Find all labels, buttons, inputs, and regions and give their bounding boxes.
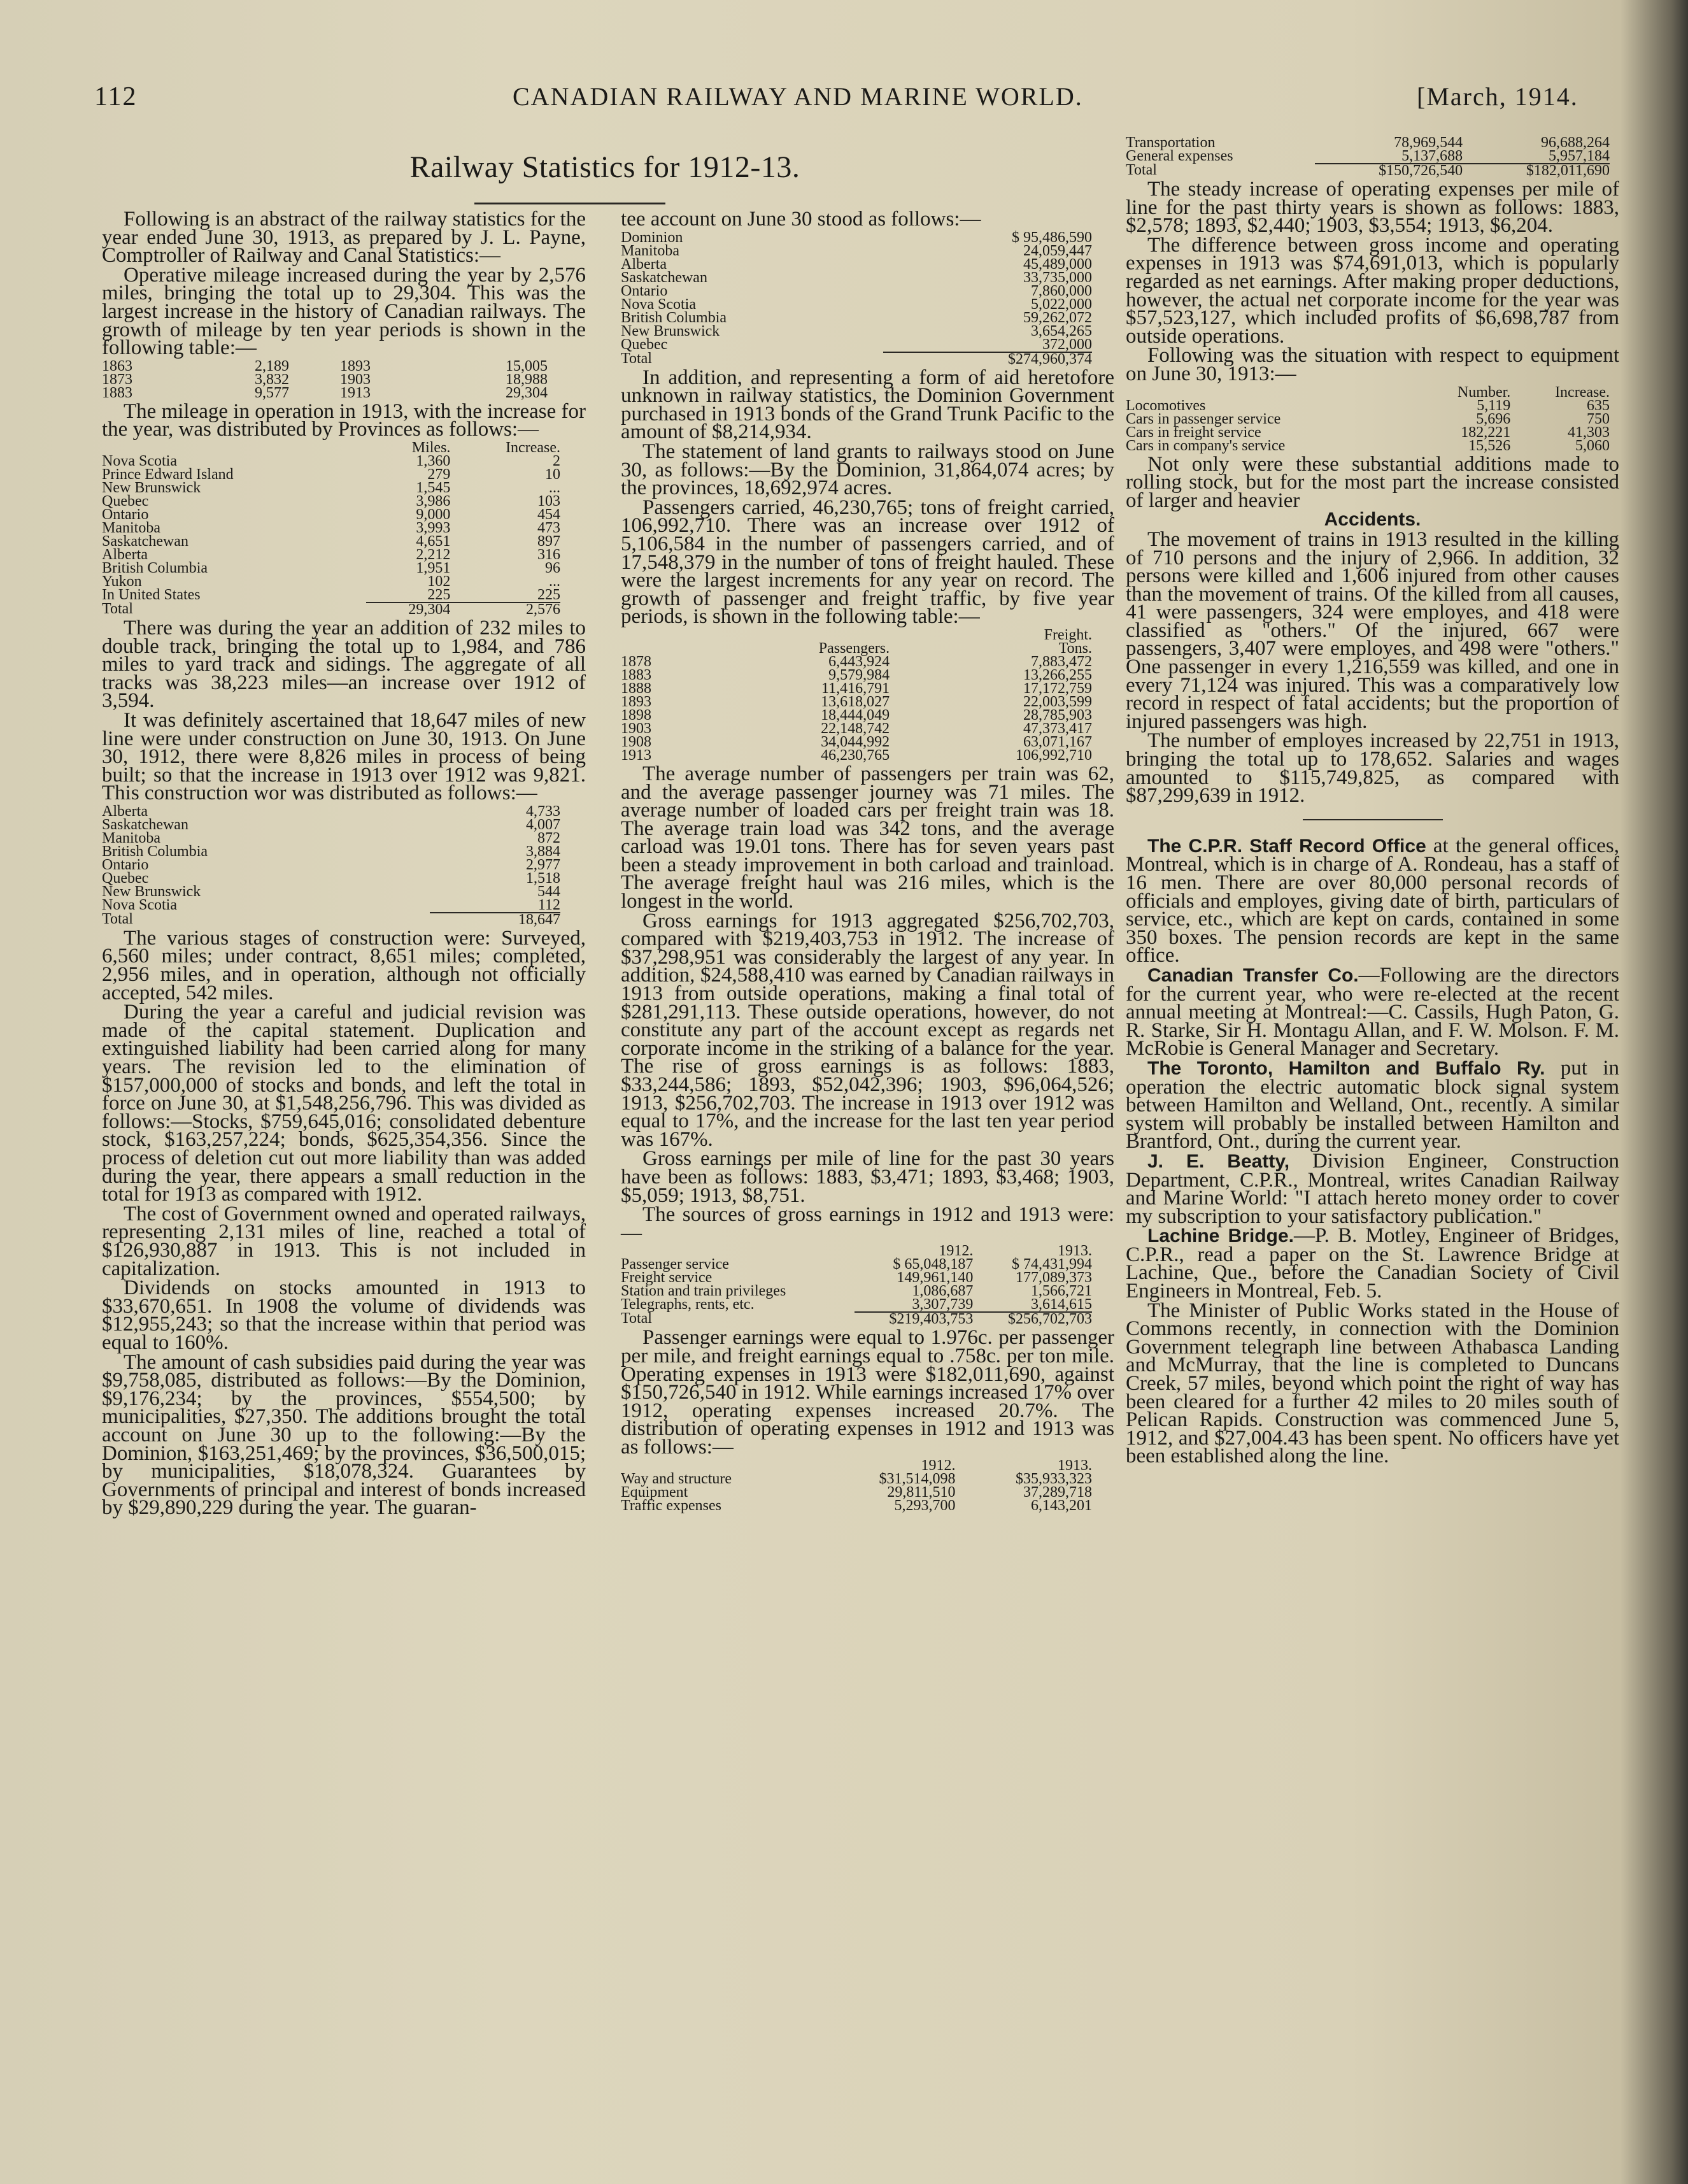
cell-value: 225 — [427, 586, 451, 603]
cell-value: 24,059,447 — [1023, 242, 1092, 259]
total-value: 18,647 — [430, 913, 560, 927]
cell-value: 22,148,742 — [821, 720, 890, 737]
cell-value: 3,654,265 — [1031, 322, 1092, 339]
cell-value: 1,566,721 — [1031, 1283, 1092, 1300]
cell-value: 13,266,255 — [1023, 666, 1092, 683]
total-label: Total — [102, 910, 133, 927]
column-3 — [1126, 134, 1619, 1467]
paragraph: Operative mileage increased during the year by 2,576 miles, bringing the total up to 29,304. This was the largest increase in the history of Canadian railways. The growth of mileage by ten year periods is shown in the following table:— — [102, 263, 586, 360]
cell-value: 1,951 — [416, 559, 451, 576]
cell-value: 11,416,791 — [821, 680, 890, 697]
cell-value: 96 — [545, 559, 560, 576]
row-label: Saskatchewan — [102, 532, 188, 550]
row-label: New Brunswick — [102, 883, 201, 900]
row-label: Saskatchewan — [102, 816, 188, 833]
table-row — [102, 360, 548, 373]
cell-value: $ 95,486,590 — [1012, 229, 1092, 246]
operating-expenses-continued — [1126, 136, 1610, 178]
news-item-text: Division Engineer, Construction Department, C.P.R., Montreal, writes Canadian Railway and Marine World: "I attach hereto money order to cover my subscription to your satisfactory publication." — [1126, 1149, 1619, 1228]
cell-value: 4,007 — [526, 816, 560, 833]
guarantee-table — [621, 231, 1092, 366]
traffic-table — [621, 626, 1092, 764]
row-label: New Brunswick — [102, 479, 201, 496]
cell-value: ... — [549, 573, 560, 590]
row-label: Nova Scotia — [621, 296, 696, 313]
cell-value: 5,957,184 — [1549, 148, 1610, 164]
row-label: British Columbia — [102, 843, 208, 860]
equipment-table — [1126, 383, 1610, 454]
mileage: 18,988 — [506, 371, 548, 388]
cell-value: 96,688,264 — [1541, 134, 1610, 151]
table-row — [621, 231, 1092, 245]
mileage: 3,832 — [255, 371, 289, 388]
col-head-1913: 1913. — [1058, 1243, 1092, 1260]
news-item-heading: Lachine Bridge. — [1147, 1225, 1294, 1247]
total-1912: $219,403,753 — [855, 1312, 974, 1326]
total-1912: $150,726,540 — [1315, 164, 1463, 178]
row-label: Passenger service — [621, 1256, 729, 1273]
cell-value: 3,307,739 — [912, 1296, 974, 1313]
row-label: British Columbia — [621, 309, 727, 326]
row-label: Manitoba — [621, 242, 679, 259]
row-label: Cars in passenger service — [1126, 410, 1281, 427]
row-label: Station and train privileges — [621, 1283, 786, 1300]
row-label: In United States — [102, 586, 201, 603]
cell-value: 316 — [537, 546, 560, 563]
table-row — [102, 482, 560, 495]
cell-value: 41,303 — [1568, 424, 1610, 441]
cell-value: 1,360 — [416, 452, 451, 469]
news-item-text: —Following are the directors for the current year, who were re-elected at the recent annual meeting at Montreal:—C. Cassils, Hugh Paton, G. R. Starke, Sir H. Montagu Allan, and F. W. Molson. F. M. McRobie is General Manager and Secretary. — [1126, 963, 1619, 1060]
row-label: Alberta — [621, 255, 667, 273]
paragraph: Gross earnings per mile of line for the past 30 years have been as follows: 1883, $3,471; 1893, $3,468; 1903, $5,059; 1913, $8,751. — [621, 1147, 1114, 1207]
cell-value: 1,518 — [526, 869, 560, 887]
paragraph: During the year a careful and judicial revision was made of the capital statement. Duplication and extinguished liability had been carried along for many years. The revision led to the elimination of $157,000,000 of stocks and bonds, and left the total in force on June 30, at $1,548,256,796. This was divided as follows:—Stocks, $759,645,016; consolidated debenture stock, $163,257,224; bonds, $625,354,356. Since the process of deletion cut out more liability than was added during the year, there appears a small reduction in the total for 1913 as compared with 1912. — [102, 1001, 586, 1206]
cell-value: 3,993 — [416, 519, 451, 536]
paragraph: The various stages of construction were: Surveyed, 6,560 miles; under contract, 8,651 miles; completed, 2,956 miles, and in operation, although not officially accepted, 542 miles. — [102, 926, 586, 1004]
news-item-text: at the general offices, Montreal, which is in charge of A. Rondeau, has a staff of 16 men. There are over 80,000 personal records of officials and employes, giving date of birth, particulars of service, etc., which are kept on cards, contained in some 350 boxes. The pension records are kept in the same office. — [1126, 834, 1619, 967]
table-row — [621, 1473, 1092, 1486]
row-label: Quebec — [102, 492, 149, 510]
row-label: Way and structure — [621, 1470, 732, 1487]
cell-value: 897 — [537, 532, 560, 550]
cell-value: 6,143,201 — [1031, 1497, 1092, 1514]
year: 1883 — [102, 384, 132, 401]
cell-value: 63,071,167 — [1023, 733, 1092, 750]
cell-value: 872 — [537, 829, 560, 846]
article-title: Railway Statistics for 1912-13. — [409, 150, 800, 184]
paragraph: Passengers carried, 46,230,765; tons of freight carried, 106,992,710. There was an increase over 1912 of 5,106,584 in the number of passengers carried, and of 17,548,379 in the number of tons of freight hauled. These were the largest increments for any year on record. The growth of passenger and freight traffic, by five year periods, is shown in the following table:— — [621, 496, 1114, 629]
paragraph: The amount of cash subsidies paid during the year was $9,758,085, distributed as follows:—By the Dominion, $9,176,234; by the provinces, $554,500; by municipalities, $27,350. The additions brought the total account on June 30 up to the following:—By the Dominion, $163,251,469; by the provinces, $36,500,015; by municipalities, $18,078,324. Guarantees by Governments of principal and interest of bonds increased by $29,890,229 during the year. The guaran- — [102, 1350, 586, 1520]
cell-value: 3,614,615 — [1031, 1296, 1092, 1313]
cell-value: 28,785,903 — [1023, 706, 1092, 724]
col-head-miles: Miles. — [411, 439, 451, 456]
cell-value: 1,086,687 — [912, 1283, 974, 1300]
paragraph: The sources of gross earnings in 1912 and 1913 were:— — [621, 1203, 1114, 1245]
cell-value: 2,977 — [526, 856, 560, 873]
table-row — [102, 589, 560, 603]
table-row — [102, 859, 560, 872]
table-row — [102, 818, 560, 832]
table-row — [102, 535, 560, 548]
news-item — [1126, 1224, 1619, 1303]
cell-value: 279 — [427, 466, 451, 483]
col-head-freight: Freight. — [1044, 626, 1092, 643]
cell-value: 3,884 — [526, 843, 560, 860]
row-label: Dominion — [621, 229, 683, 246]
cell-value: 34,044,992 — [821, 733, 890, 750]
cell-value: 5,060 — [1575, 437, 1610, 454]
operating-expenses-table — [621, 1459, 1092, 1513]
col-head-passengers: Passengers. — [818, 639, 890, 657]
mileage: 9,577 — [255, 384, 289, 401]
cell-value: 103 — [537, 492, 560, 510]
total-label: Total — [621, 350, 652, 367]
cell-value: 3,986 — [416, 492, 451, 510]
cell-value: 5,137,688 — [1401, 148, 1463, 164]
total-1913: $256,702,703 — [973, 1312, 1092, 1326]
total-miles: 29,304 — [366, 603, 451, 617]
year: 1873 — [102, 371, 132, 388]
news-item-heading: J. E. Beatty, — [1147, 1150, 1290, 1172]
cell-value: 9,000 — [416, 506, 451, 523]
table-row — [621, 338, 1092, 352]
table-row — [102, 387, 548, 400]
col-head-1912: 1912. — [939, 1243, 974, 1260]
mileage: 29,304 — [506, 384, 548, 401]
column-1 — [102, 210, 586, 1518]
paragraph: The Minister of Public Works stated in the House of Commons recently, in connection with the Dominion Government telegraph line between Athabasca Landing and McMurray, that the line is completed to Duncans Creek, 57 miles, beyond which point the right of way has been cleared for a further 42 miles to 20 miles south of Pelican Rapids. Construction was commenced June 5, 1912, and $27,004.43 has been spent. No officers have yet been established along the line. — [1126, 1299, 1619, 1468]
table-row — [1126, 150, 1610, 164]
paragraph: Gross earnings for 1913 aggregated $256,702,703, compared with $219,403,753 in 1912. The increase of $37,298,951 was considerably the largest of any year. In addition, $24,588,410 was earned by Canadian railways in 1913 from outside operations, making a final total of $281,291,113. These outside operations, however, do not constitute any part of the account except as regards net corporate income in the striking of a balance for the year. The rise of gross earnings is as follows: 1883, $33,244,586; 1893, $52,042,396; 1903, $96,064,526; 1913, $256,702,703. The increase in 1913 over 1912 was equal to 17%, and the increase for the last ten year period was 167%. — [621, 909, 1114, 1151]
col-head-1912: 1912. — [921, 1457, 956, 1474]
table-row — [621, 271, 1092, 285]
year: 1913 — [340, 384, 371, 401]
row-label: Manitoba — [102, 519, 160, 536]
cell-value: 59,262,072 — [1023, 309, 1092, 326]
cell-value: 635 — [1587, 397, 1610, 414]
mileage: 2,189 — [255, 357, 289, 375]
total-label: Total — [102, 600, 133, 617]
total-label: Total — [621, 1310, 652, 1327]
table-row — [1126, 439, 1610, 453]
province-mileage-table — [102, 441, 560, 617]
cell-value: 372,000 — [1042, 336, 1092, 353]
paragraph: It was definitely ascertained that 18,647 miles of new line were under construction on June 30, 1913. On June 30, 1912, there were 8,826 miles in process of being built; so that the increase in 1913 over 1912 was 9,821. This construction wor was distributed as follows:— — [102, 708, 586, 805]
table-row — [102, 562, 560, 575]
row-label: 1878 — [621, 653, 651, 670]
cell-value: 454 — [537, 506, 560, 523]
row-label: Telegraphs, rents, etc. — [621, 1296, 755, 1313]
table-row — [621, 325, 1092, 338]
cell-value: ... — [549, 479, 560, 496]
cell-value: 225 — [537, 586, 560, 603]
cell-value: 37,289,718 — [1023, 1483, 1092, 1501]
news-item-heading: The Toronto, Hamilton and Buffalo Ry. — [1147, 1057, 1545, 1079]
cell-value: 2 — [553, 452, 560, 469]
news-item-text: put in operation the electric automatic block signal system between Hamilton and Welland, Ont., recently. A similar system will probably be installed between Hamilton and Brantford, Ont., during the current year. — [1126, 1056, 1619, 1153]
col-head-number: Number. — [1457, 383, 1511, 401]
row-label: Yukon — [102, 573, 142, 590]
paragraph: Dividends on stocks amounted in 1913 to $33,670,651. In 1908 the volume of dividends was $12,955,243; so that the increase within that period was equal to 160%. — [102, 1276, 586, 1354]
news-item-text: —P. B. Motley, Engineer of Bridges, C.P.R., read a paper on the St. Lawrence Bridge at Lachine, Que., before the Canadian Society of Civil Engineers in Montreal, Feb. 5. — [1126, 1224, 1619, 1303]
row-label: 1898 — [621, 706, 651, 724]
cell-value: 22,003,599 — [1023, 693, 1092, 710]
page-number: 112 — [94, 82, 138, 111]
article-title-row — [102, 150, 1108, 185]
cell-value: $31,514,098 — [879, 1470, 956, 1487]
news-item — [1126, 1149, 1619, 1228]
row-label: Manitoba — [102, 829, 160, 846]
cell-value: 473 — [537, 519, 560, 536]
cell-value: 5,119 — [1477, 397, 1511, 414]
cell-value: 4,651 — [416, 532, 451, 550]
paragraph: tee account on June 30 stood as follows:— — [621, 208, 981, 231]
total-value: $274,960,374 — [883, 352, 1092, 366]
cell-value: 2,212 — [416, 546, 451, 563]
cell-value: 4,733 — [526, 803, 560, 820]
year: 1863 — [102, 357, 132, 375]
row-label: 1888 — [621, 680, 651, 697]
table-row — [102, 508, 560, 522]
row-label: 1913 — [621, 746, 651, 764]
table-row — [621, 749, 1092, 762]
row-label: Cars in freight service — [1126, 424, 1261, 441]
cell-value: 1,545 — [416, 479, 451, 496]
cell-value: 47,373,417 — [1023, 720, 1092, 737]
paragraph: Not only were these substantial additions made to rolling stock, but for the most part the increase consisted of larger and heavier — [1126, 452, 1619, 512]
row-label: Nova Scotia — [102, 896, 177, 913]
cell-value: 7,860,000 — [1031, 282, 1092, 299]
row-label: Prince Edward Island — [102, 466, 234, 483]
row-label: Locomotives — [1126, 397, 1206, 414]
cell-value: 102 — [427, 573, 451, 590]
row-label: 1908 — [621, 733, 651, 750]
cell-value: 45,489,000 — [1023, 255, 1092, 273]
news-item — [1126, 1056, 1619, 1153]
cell-value: 13,618,027 — [821, 693, 890, 710]
row-label: British Columbia — [102, 559, 208, 576]
row-label: Ontario — [102, 856, 149, 873]
cell-value: 15,526 — [1468, 437, 1511, 454]
row-label: Equipment — [621, 1483, 688, 1501]
row-label: Ontario — [621, 282, 668, 299]
row-label: 1893 — [621, 693, 651, 710]
cell-value: 149,961,140 — [897, 1269, 974, 1287]
total-1913: $182,011,690 — [1463, 164, 1610, 178]
row-label: New Brunswick — [621, 322, 720, 339]
year: 1893 — [340, 357, 371, 375]
mileage-growth-table — [102, 357, 548, 401]
cell-value: 18,444,049 — [821, 706, 890, 724]
cell-value: 33,735,000 — [1023, 269, 1092, 286]
row-label: Saskatchewan — [621, 269, 707, 286]
paragraph: The mileage in operation in 1913, with the increase for the year, was distributed by Provinces as follows:— — [102, 399, 586, 441]
col-head-tons: Tons. — [1058, 639, 1092, 657]
paragraph: The statement of land grants to railways stood on June 30, as follows:—By the Dominion, 31,864,074 acres; by the provinces, 18,692,974 acres. — [621, 439, 1114, 500]
paragraph: Following is an abstract of the railway statistics for the year ended June 30, 1913, as prepared by J. L. Payne, Comptroller of Railway and Canal Statistics:— — [102, 208, 586, 268]
cell-value: 10 — [545, 466, 560, 483]
table-row — [102, 845, 560, 859]
column-2 — [621, 210, 1114, 1515]
cell-value: 112 — [537, 896, 560, 913]
cell-value: 5,696 — [1476, 410, 1511, 427]
table-row — [621, 245, 1092, 258]
total-increase: 2,576 — [450, 603, 560, 617]
row-label: Transportation — [1126, 134, 1216, 151]
row-label: Freight service — [621, 1269, 713, 1287]
row-label: Quebec — [102, 869, 149, 887]
table-row — [102, 373, 548, 387]
row-label: 1883 — [621, 666, 651, 683]
cell-value: 182,221 — [1461, 424, 1511, 441]
cell-value: 750 — [1587, 410, 1610, 427]
section-divider — [1303, 819, 1443, 820]
cell-value: 29,811,510 — [887, 1483, 956, 1501]
paragraph: Passenger earnings were equal to 1.976c. per passenger per mile, and freight earnings equal to .758c. per ton mile. Operating expenses in 1913 were $182,011,690, against $150,726,540 in 1912. While earnings increased 17% over 1912, operating expenses increased 20.7%. The distribution of operating expenses in 1912 and 1913 was as follows:— — [621, 1326, 1114, 1459]
row-label: General expenses — [1126, 148, 1233, 164]
cell-value: 544 — [537, 883, 560, 900]
cell-value: 106,992,710 — [1016, 746, 1092, 764]
paragraph: The steady increase of operating expenses per mile of line for the past thirty years is shown as follows: 1883, $2,578; 1893, $2,440; 1903, $3,554; 1913, $6,204. — [1126, 178, 1619, 238]
row-label: Traffic expenses — [621, 1497, 721, 1514]
section-heading-accidents: Accidents. — [1324, 509, 1421, 531]
journal-title: CANADIAN RAILWAY AND MARINE WORLD. — [513, 82, 1083, 111]
cell-value: 5,293,700 — [894, 1497, 956, 1514]
cell-value: 17,172,759 — [1023, 680, 1092, 697]
cell-value: 9,579,984 — [828, 666, 890, 683]
col-head-increase: Increase. — [506, 439, 560, 456]
construction-table — [102, 805, 560, 927]
news-item-heading: The C.P.R. Staff Record Office — [1147, 835, 1426, 857]
cell-value: $ 74,431,994 — [1012, 1256, 1092, 1273]
row-label: Alberta — [102, 803, 148, 820]
cell-value: $35,933,323 — [1016, 1470, 1092, 1487]
cell-value: 7,883,472 — [1031, 653, 1092, 670]
cell-value: 46,230,765 — [821, 746, 890, 764]
col-head-increase: Increase. — [1555, 383, 1610, 401]
row-label: Cars in company's service — [1126, 437, 1286, 454]
cell-value: 177,089,373 — [1016, 1269, 1092, 1287]
cell-value: $ 65,048,187 — [893, 1256, 974, 1273]
paragraph: The difference between gross income and operating expenses in 1913 was $74,691,013, which is popularly regarded as net earnings. After making proper deductions, however, the actual net corporate income for the year was $57,523,127, which included profits of $6,698,787 from outside operations. — [1126, 233, 1619, 348]
paragraph: Following was the situation with respect to equipment on June 30, 1913:— — [1126, 344, 1619, 385]
total-label: Total — [1126, 162, 1157, 178]
gross-earnings-table — [621, 1245, 1092, 1326]
row-label: Alberta — [102, 546, 148, 563]
news-item — [1126, 834, 1619, 967]
paragraph: The cost of Government owned and operated railways, representing 2,131 miles of line, reached a total of $126,930,887 in 1913. This is not included in capitalization. — [102, 1202, 586, 1280]
table-row — [102, 495, 560, 508]
table-row — [621, 1499, 1092, 1513]
cell-value: 5,022,000 — [1031, 296, 1092, 313]
year: 1903 — [340, 371, 371, 388]
paragraph: In addition, and representing a form of aid heretofore unknown in railway statistics, the Dominion Government purchased in 1913 bonds of the Grand Trunk Pacific to the amount of $8,214,934. — [621, 366, 1114, 444]
paragraph: The number of employes increased by 22,751 in 1913, bringing the total up to 178,652. Salaries and wages amounted to $115,749,825, as compared with $87,299,639 in 1912. — [1126, 729, 1619, 808]
table-row — [102, 899, 560, 913]
news-item-heading: Canadian Transfer Co. — [1147, 964, 1359, 986]
paragraph: The average number of passengers per train was 62, and the average passenger journey was 71 miles. The average number of loaded cars per freight train was 18. The average train load was 342 tons, and the average carload was 19.01 tons. There has for seven years past been a steady improvement in both carload and trainload. The average freight haul was 216 miles, which is the longest in the world. — [621, 762, 1114, 913]
mileage: 15,005 — [506, 357, 548, 375]
table-row — [621, 1298, 1092, 1312]
issue-date: [March, 1914. — [1417, 82, 1578, 111]
title-rule — [474, 203, 665, 204]
cell-value: 78,969,544 — [1394, 134, 1463, 151]
news-item — [1126, 963, 1619, 1060]
cell-value: 6,443,924 — [828, 653, 890, 670]
paragraph: There was during the year an addition of 232 miles to double track, bringing the total up to 1,984, and 786 miles to yard track and sidings. The aggregate of all tracks was 38,223 miles—an increase over 1912 of 3,594. — [102, 616, 586, 713]
row-label: 1903 — [621, 720, 651, 737]
row-label: Nova Scotia — [102, 452, 177, 469]
col-head-1913: 1913. — [1058, 1457, 1092, 1474]
paragraph: The movement of trains in 1913 resulted in the killing of 710 persons and the injury of 2,966. In addition, 32 persons were killed and 1,606 injured from other causes than the movement of trains. Of the killed from all causes, 41 were passengers, 324 were employes, and 418 were classified as "others." Of the injured, 667 were passengers, 3,407 were employes, and 498 were "others." One passenger in every 1,216,559 was killed, and one in every 71,124 was injured. This was a comparatively low record in respect of fatal accidents; but the proportion of injured passengers was high. — [1126, 527, 1619, 733]
row-label: Quebec — [621, 336, 668, 353]
row-label: Ontario — [102, 506, 149, 523]
